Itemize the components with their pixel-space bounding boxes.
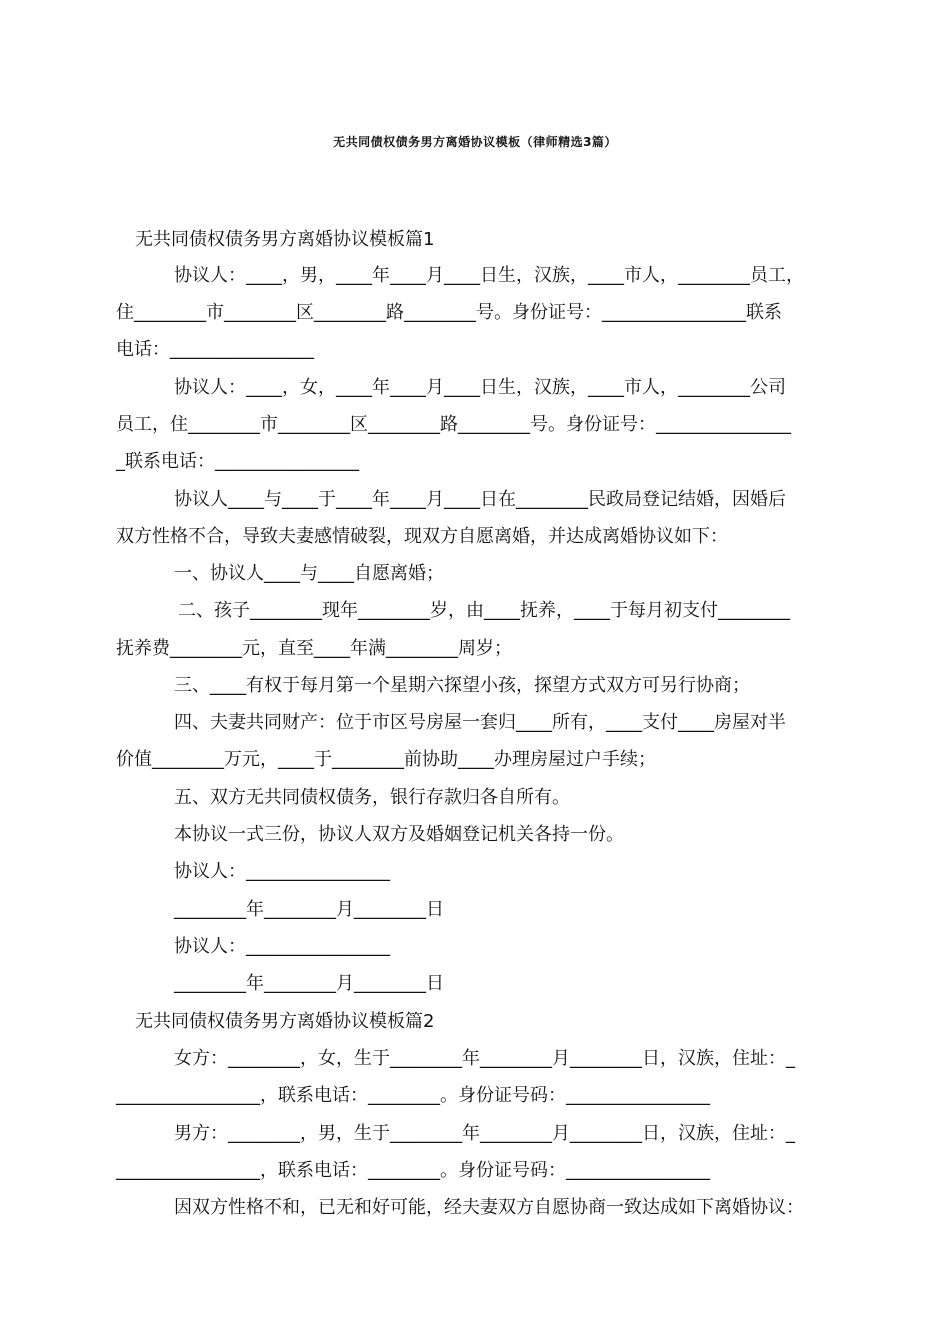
paragraph-line: 本协议一式三份，协议人双方及婚姻登记机关各持一份。 (174, 824, 624, 845)
clause-line: 二、孩子________现年________岁，由____抚养，____于每月初支付________ (178, 600, 790, 621)
paragraph-line: 电话：________________ (116, 339, 314, 360)
clause-line: 四、夫妻共同财产：位于市区号房屋一套归____所有，____支付____房屋对半 (174, 712, 786, 733)
paragraph-line: ________________，联系电话：________。身份证号码：________________ (116, 1085, 710, 1106)
paragraph-line: 员工，住________市________区________路________号。身份证号：_______________ (116, 414, 791, 435)
clause-line: 三、____有权于每月第一个星期六探望小孩，探望方式双方可另行协商； (174, 675, 750, 696)
paragraph-line: 女方：________，女，生于________年________月________日，汉族，住址：_ (174, 1048, 795, 1069)
paragraph-line: 双方性格不合，导致夫妻感情破裂，现双方自愿离婚，并达成离婚协议如下： (116, 526, 728, 547)
signature-line: 协议人：________________ (174, 936, 390, 957)
paragraph-line: 协议人：____，男，____年____月____日生，汉族，____市人，________员工， (174, 265, 804, 286)
paragraph-line: 因双方性格不和，已无和好可能，经夫妻双方自愿协商一致达成如下离婚协议： (174, 1197, 804, 1218)
section-heading-2: 无共同债权债务男方离婚协议模板篇2 (135, 1011, 435, 1032)
clause-line: 价值________万元，____于________前协助____办理房屋过户手续； (116, 749, 656, 770)
section-heading-1: 无共同债权债务男方离婚协议模板篇1 (135, 229, 435, 250)
clause-line: 一、协议人____与____自愿离婚； (174, 563, 444, 584)
clause-line: 五、双方无共同债权债务，银行存款归各自所有。 (174, 787, 570, 808)
paragraph-line: ________________，联系电话：________。身份证号码：________________ (116, 1160, 710, 1181)
signature-line: 协议人：________________ (174, 861, 390, 882)
clause-line: 抚养费________元，直至____年满________周岁； (116, 638, 512, 659)
paragraph-line: 协议人____与____于____年____月____日在________民政局登记结婚，因婚后 (174, 489, 786, 510)
paragraph-line: 男方：________，男，生于________年________月________日，汉族，住址：_ (174, 1123, 795, 1144)
document-title: 无共同债权债务男方离婚协议模板（律师精选3篇） (333, 135, 617, 149)
date-line: ________年________月________日 (174, 899, 444, 920)
paragraph-line: _联系电话：________________ (116, 451, 359, 472)
paragraph-line: 住________市________区________路________号。身份证号：________________联系 (116, 302, 782, 323)
date-line: ________年________月________日 (174, 973, 444, 994)
paragraph-line: 协议人：____，女，____年____月____日生，汉族，____市人，________公司 (174, 377, 786, 398)
